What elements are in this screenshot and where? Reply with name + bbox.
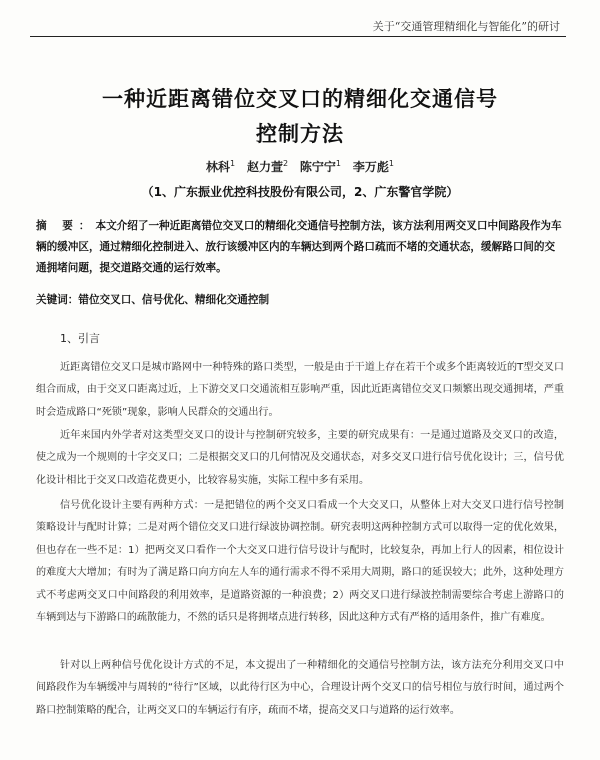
keywords-text: 错位交叉口、信号优化、精细化交通控制	[78, 294, 270, 306]
abstract	[36, 216, 564, 279]
author	[353, 160, 394, 174]
author-name: 林科	[206, 160, 231, 174]
author-name: 李万彪	[352, 160, 389, 174]
body-paragraph: 信号优化设计主要有两种方式：一是把错位的两个交叉口看成一个大交叉口，从整体上对大交叉口进行信号控制策略设计与配时计算；二是对两个错位交叉口进行绿波协调控制。研究表明这两种控制方式可以取得一定的优化效果，但也存在一些不足：1）把两交叉口看作一个大交叉口进行信号设计与配时，比较复杂，再加上行人的因素，相位设计的难度大大增加；有时为了满足路口向方向左人车的通行需求不得不采用大周期，路口的延误较大；此外，这种处理方式不考虑两交叉口中间路段的利用效率，是道路资源的一种浪费；2）两交叉口进行绿波控制需要综合考虑上游路口的车辆到达与下游路口的疏散能力，不然的话只是将拥堵点进行转移，因此这种方式有严格的适用条件，推广有难度。	[36, 500, 564, 624]
keywords-label: 关键词：	[36, 294, 79, 306]
author-name: 陈宁宁	[299, 160, 336, 174]
section-heading-introduction: 1、引言	[60, 332, 100, 345]
author	[300, 160, 341, 174]
author-affil-mark: 1	[388, 159, 394, 168]
author	[247, 160, 288, 174]
author-affil-mark: 1	[230, 159, 236, 168]
abstract-label: 摘 要：	[36, 220, 96, 232]
author-affil-mark: 2	[282, 159, 289, 168]
header-rule	[30, 36, 566, 37]
affiliation: （1、广东振业优控科技股份有限公司，2、广东警官学院）	[141, 185, 459, 199]
author	[206, 160, 235, 174]
body-paragraph: 近年来国内外学者对这类型交叉口的设计与控制研究较多，主要的研究成果有：一是通过道路及交叉口的改造，使之成为一个规则的十字交叉口；二是根据交叉口的几何情况及交通状态，对多交叉口进行信号优化设计；三，信号优化设计相比于交叉口改造花费更小，比较容易实施，实际工程中多有采用。	[36, 430, 564, 486]
paper-title-line1: 一种近距离错位交叉口的精细化交通信号	[102, 86, 498, 111]
body-paragraph: 针对以上两种信号优化设计方式的不足，本文提出了一种精细化的交通信号控制方法，该方法充分利用交叉口中间路段作为车辆缓冲与周转的“待行”区域，以此待行区为中心，合理设计两个交叉口的信号相位与放行时间，通过两个路口控制策略的配合，让两交叉口的车辆运行有序，疏而不堵，提高交叉口与道路的运行效率。	[36, 660, 564, 716]
author-list	[40, 158, 560, 175]
author-affil-mark: 1	[335, 159, 342, 168]
paper-title-line2: 控制方法	[256, 121, 344, 146]
keywords	[36, 292, 564, 307]
body-paragraph: 近距离错位交叉口是城市路网中一种特殊的路口类型，一般是由于干道上存在若干个或多个距离较近的T型交叉口组合而成，由于交叉口距离过近，上下游交叉口交通流相互影响严重，因此近距离错位交叉口频繁出现交通拥堵，严重时会造成路口“死锁”现象，影响人民群众的交通出行。	[36, 362, 564, 418]
abstract-text: 本文介绍了一种近距离错位交叉口的精细化交通信号控制方法，该方法利用两交叉口中间路段作为车辆的缓冲区，通过精细化控制进入、放行该缓冲区内的车辆达到两个路口疏而不堵的交通状态，缓解路口间的交通拥堵问题，提交道路交通的运行效率。	[36, 220, 562, 274]
author-name: 赵力萱	[246, 160, 283, 174]
running-header: 关于“交通管理精细化与智能化”的研讨	[372, 20, 560, 33]
